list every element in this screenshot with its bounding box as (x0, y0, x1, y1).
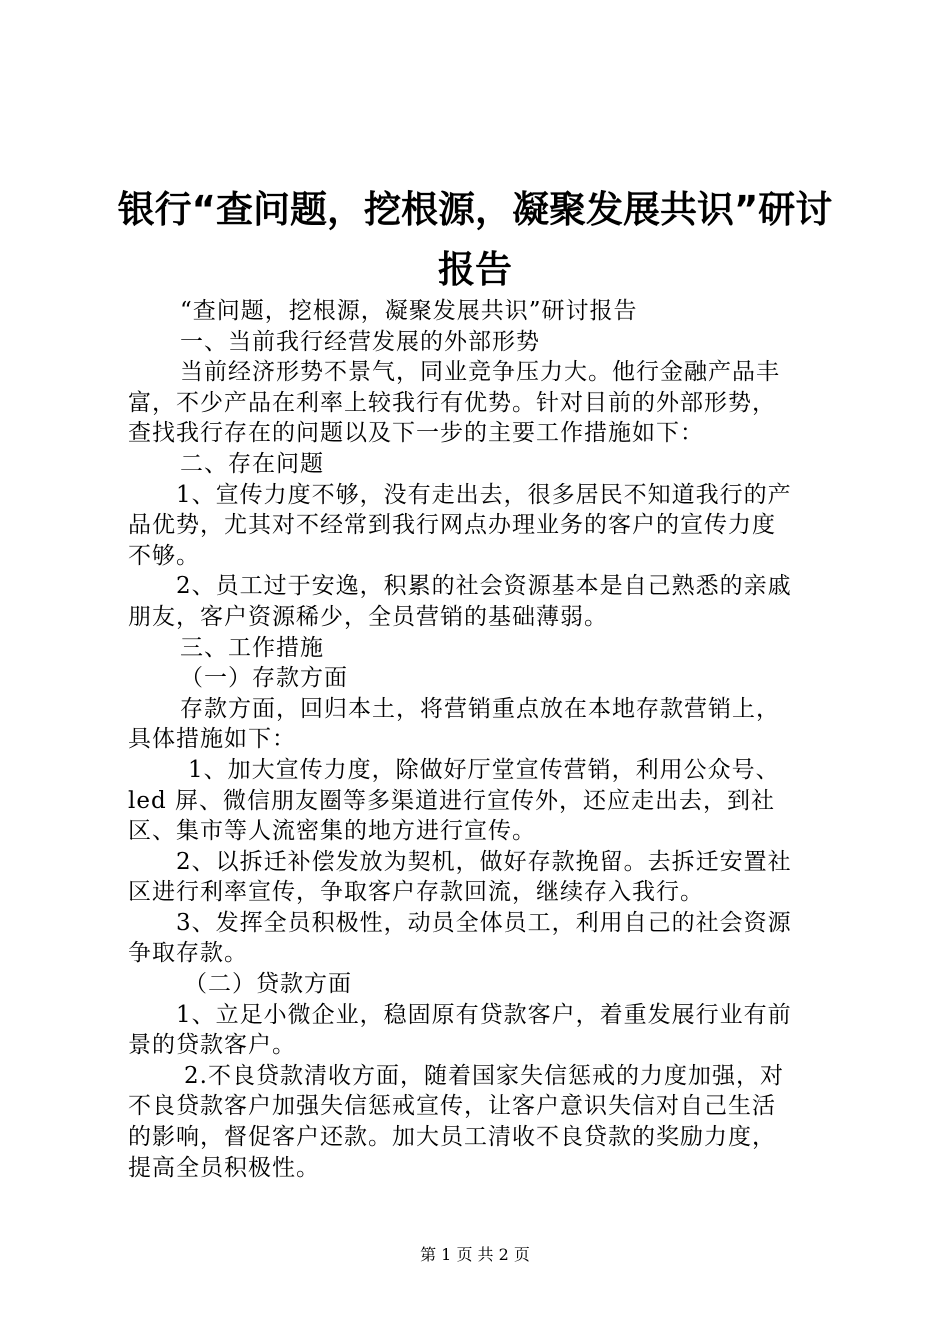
body-line: 2、员工过于安逸，积累的社会资源基本是自己熟悉的亲戚 (176, 573, 792, 600)
body-line: 不够。 (128, 542, 200, 569)
body-line: 1、加大宣传力度，除做好厅堂宣传营销，利用公众号、 (188, 756, 780, 783)
body-line: “查问题，挖根源，凝聚发展共识”研讨报告 (180, 298, 638, 324)
body-line: （二）贷款方面 (184, 971, 352, 998)
body-line: 区进行利率宣传，争取客户存款回流，继续存入我行。 (128, 879, 704, 906)
body-line: 2、以拆迁补偿发放为契机，做好存款挽留。去拆迁安置社 (176, 848, 792, 875)
body-line: 景的贷款客户。 (128, 1032, 296, 1059)
document-title-line1: 银行“查问题，挖根源，凝聚发展共识”研讨 (117, 188, 833, 231)
body-line: 三、工作措施 (180, 634, 324, 661)
body-line: 的影响，督促客户还款。加大员工清收不良贷款的奖励力度， (128, 1124, 776, 1151)
body-line: 富，不少产品在利率上较我行有优势。针对目前的外部形势， (128, 389, 776, 416)
body-line: 具体措施如下： (128, 726, 296, 753)
body-line: 提高全员积极性。 (128, 1154, 320, 1181)
body-line: 一、当前我行经营发展的外部形势 (180, 328, 540, 355)
body-line: 二、存在问题 (180, 450, 324, 477)
body-line: led 屏、微信朋友圈等多渠道进行宣传外，还应走出去，到社 (128, 787, 776, 814)
body-line: （一）存款方面 (180, 665, 348, 692)
body-line: 品优势，尤其对不经常到我行网点办理业务的客户的宣传力度 (128, 512, 776, 539)
body-line: 1、立足小微企业，稳固原有贷款客户，着重发展行业有前 (176, 1001, 792, 1028)
body-line: 朋友，客户资源稀少，全员营销的基础薄弱。 (128, 603, 608, 630)
body-line: 2.不良贷款清收方面，随着国家失信惩戒的力度加强，对 (184, 1062, 784, 1089)
body-line: 不良贷款客户加强失信惩戒宣传，让客户意识失信对自己生活 (128, 1093, 776, 1120)
body-line: 存款方面，回归本土，将营销重点放在本地存款营销上， (180, 695, 780, 722)
document-body (128, 296, 828, 1183)
body-line: 3、发挥全员积极性，动员全体员工，利用自己的社会资源 (176, 909, 792, 936)
body-line: 查找我行存在的问题以及下一步的主要工作措施如下： (128, 420, 704, 447)
page-number-footer: 第 1 页 共 2 页 (420, 1245, 530, 1264)
body-line: 1、宣传力度不够，没有走出去，很多居民不知道我行的产 (176, 481, 792, 508)
body-line: 争取存款。 (128, 940, 248, 967)
body-line: 区、集市等人流密集的地方进行宣传。 (128, 818, 536, 845)
document-title-line2: 报告 (438, 248, 512, 291)
body-line: 当前经济形势不景气，同业竞争压力大。他行金融产品丰 (180, 359, 780, 386)
